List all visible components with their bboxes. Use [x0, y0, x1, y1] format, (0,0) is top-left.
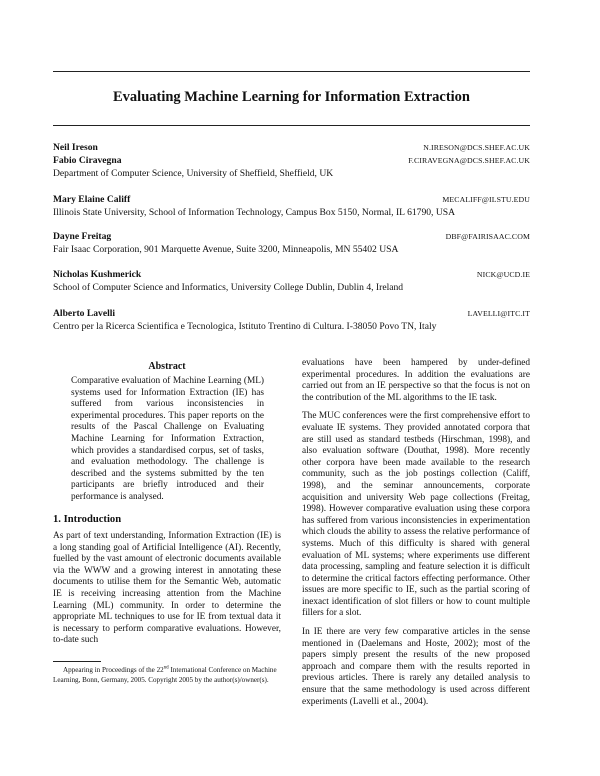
author-affiliation: Centro per la Ricerca Scientifica e Tecnologica, Istituto Trentino di Cultura. I-38050 Povo TN, Italy [53, 321, 437, 332]
author-email[interactable]: F.CIRAVEGNA@DCS.SHEF.AC.UK [408, 156, 530, 165]
right-column [302, 358, 530, 715]
author-block-lavelli [53, 307, 530, 333]
footnote-ordinal: nd [163, 665, 169, 671]
paragraph: evaluations have been hampered by under-defined experimental procedures. In addition the evaluations are carried out from an IE perspective so that the focus is not on the contribution of the ML algorithms to the IE task. [302, 358, 530, 403]
abstract-text: Comparative evaluation of Machine Learning (ML) systems used for Information Extraction (IE) has suffered from various inconsistencies in experimental procedures. This paper reports on the results of the Pascal Challenge on Evaluating Machine Learning for Information Extraction, which provides a standardised corpus, set of tasks, and evaluation methodology. The challenge is described and the systems submitted by the ten participants are briefly introduced and their performance is analysed. [71, 376, 264, 502]
author-name: Mary Elaine Califf [53, 194, 131, 205]
paragraph: The MUC conferences were the first comprehensive effort to evaluate IE systems. They provided annotated corpora that are still used as standard testbeds (Hirschman, 1998), and also evaluation software (Douthat, 1998). More recently other corpora have been made available to the research community, such as the job postings collection (Califf, 1998), and the seminar announcements, corporate acquisition and university Web page collections (Freitag, 1998). However comparative evaluation using these corpora has suffered from various inconsistencies in experimentation which clouds the ability to assess the relative performance of systems. Much of this difficulty is shared with general evaluation of ML systems; where experiments use different data processing, sampling and feature selection it is difficult to determine the critical factors effecting performance. Other issues are more specific to IE, such as the partial scoring of inexact identification of slot fillers or how to count multiple fillers for a slot. [302, 411, 530, 619]
title-bottom-rule [53, 125, 530, 126]
footnote [53, 666, 277, 686]
paragraph: In IE there are very few comparative articles in the sense mentioned in (Daelemans and Hoste, 2002); most of the papers simply present the results of the new proposed approach and compare them with the results reported in previous articles. There is rarely any detailed analysis to ensure that the same methodology is used across different experiments (Lavelli et al., 2004). [302, 627, 530, 707]
author-affiliation: Illinois State University, School of Information Technology, Campus Box 5150, Normal, IL 61790, USA [53, 207, 456, 218]
author-name: Fabio Ciravegna [53, 155, 122, 166]
author-name: Dayne Freitag [53, 231, 112, 242]
author-email[interactable]: NICK@UCD.IE [476, 270, 530, 279]
paper-title: Evaluating Machine Learning for Information Extraction [113, 89, 470, 105]
author-email[interactable]: DBF@FAIRISAAC.COM [445, 232, 530, 241]
author-email[interactable]: N.IRESON@DCS.SHEF.AC.UK [423, 143, 530, 152]
section-heading-introduction: 1. Introduction [53, 514, 122, 525]
author-affiliation: Fair Isaac Corporation, 901 Marquette Avenue, Suite 3200, Minneapolis, MN 55402 USA [53, 244, 399, 255]
author-email[interactable]: LAVELLI@ITC.IT [467, 309, 530, 318]
footnote-text: International Conference on Machine Learning, Bonn, Germany, 2005. Copyright 2005 by the author(s)/owner(s). [53, 666, 277, 684]
footnote-rule [53, 661, 101, 662]
author-name: Alberto Lavelli [53, 308, 116, 319]
author-block-freitag [53, 230, 530, 256]
author-name: Nicholas Kushmerick [53, 269, 142, 280]
author-block-califf [53, 193, 530, 219]
introduction-left-column: As part of text understanding, Information Extraction (IE) is a long standing goal of Artificial Intelligence (AI). Recently, fuelled by the vast amount of electronic documents available via the WWW and a growing interest in annotating these documents to utilise them for the Semantic Web, automatic IE is receiving increasing attention from the Machine Learning (ML) community. In order to determine the appropriate ML techniques to use for IE from textual data it is necessary to perform comparative evaluations. However, to-date such [53, 531, 281, 646]
footnote-text: Appearing in Proceedings of the 22 [63, 666, 164, 674]
author-name: Neil Ireson [53, 142, 98, 153]
abstract-heading: Abstract [148, 361, 186, 372]
author-email[interactable]: MECALIFF@ILSTU.EDU [442, 195, 530, 204]
author-block-kushmerick [53, 268, 530, 294]
author-affiliation: School of Computer Science and Informatics, University College Dublin, Dublin 4, Ireland [53, 282, 404, 293]
top-rule [53, 71, 530, 72]
author-affiliation: Department of Computer Science, University of Sheffield, Sheffield, UK [53, 168, 334, 179]
author-block-sheffield [53, 141, 530, 180]
